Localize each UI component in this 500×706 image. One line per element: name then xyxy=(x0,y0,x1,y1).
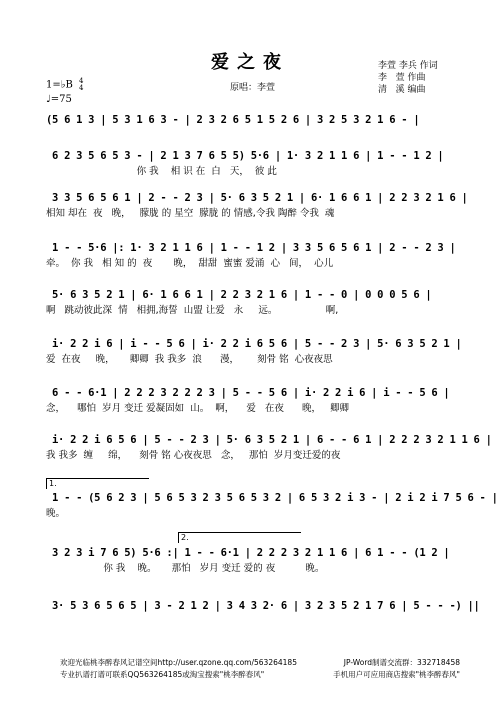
system-8 xyxy=(46,432,492,463)
footer-mobile: 手机用户可应用商店搜索"桃李醉春风" xyxy=(333,670,460,679)
credit-composer: 李 萱 作曲 xyxy=(378,73,426,83)
system-5 xyxy=(46,287,456,318)
key-signature: 1=♭B xyxy=(46,79,73,91)
notes-line: 6 - - 6·1 | 2 2 2 3 2 2 2 3 | 5 - - 5 6 | i· 2 2 i 6 | i - - 5 6 | xyxy=(46,387,450,399)
lyrics-line: 啊 跳动彼此深 情 相拥,海誓 山盟 让爱 永 远。 啊, xyxy=(46,305,339,316)
credits xyxy=(378,60,438,96)
lyrics-line: 牵。 你 我 相 知 的 夜 晚， 甜甜 蜜蜜 爱涌 心 间， 心儿 xyxy=(46,258,334,269)
footer-website: 欢迎光临桃李醉春风记谱空间http://user.qzone.qq.com/563264185 xyxy=(60,658,297,667)
original-singer: 原唱：李萱 xyxy=(230,83,276,93)
system-6 xyxy=(46,336,462,367)
tempo-marking: ♩=75 xyxy=(46,93,72,105)
lyrics-line: 你 我 晚。 那怕 岁月 变迁 爱的 夜 晚。 xyxy=(46,563,325,574)
system-2 xyxy=(46,148,456,179)
notes-line: (5 6 1 3 | 5 3 1 6 3 - | 2 3 2 6 5 1 5 2 6 | 3 2 5 3 2 1 6 - | xyxy=(46,114,420,126)
notes-line: 3 2 3 i 7 6 5) 5·6 :| 1 - - 6·1 | 2 2 2 3 2 1 1 6 | 6 1 - - (1 2 | xyxy=(46,547,450,559)
notes-line: 3· 5 3 6 5 6 5 | 3 - 2 1 2 | 3 4 3 2· 6 | 3 2 3 5 2 1 7 6 | 5 - - -) || xyxy=(46,600,480,612)
lyrics-line xyxy=(46,129,456,143)
lyrics-line xyxy=(46,615,456,629)
lyrics-line: 你 我 相 识 在 白 天， 彼 此 xyxy=(46,166,277,177)
time-signature: 4 4 xyxy=(79,77,84,92)
notes-line: 1 - - 5·6 |: 1· 3 2 1 1 6 | 1 - - 1 2 | 3 3 5 6 5 6 1 | 2 - - 2 3 | xyxy=(46,242,456,254)
credit-lyrics: 李萱 李兵 作词 xyxy=(378,61,438,71)
lyrics-line: 爱 在夜 晚， 卿卿 我 我多 浪 漫， 刻骨 铭 心夜夜思 xyxy=(46,354,333,365)
system-3 xyxy=(46,190,468,221)
lyrics-line: 相知 却在 夜 晚， 朦胧 的 星空 朦胧 的 情感,令我 陶醉 令我 魂 xyxy=(46,208,335,219)
system-9 xyxy=(46,490,498,521)
system-11 xyxy=(46,598,480,629)
footer-contact: 专业扒谱打谱可联系QQ563264185或淘宝搜索"桃李醉春风" xyxy=(60,670,265,679)
lyrics-line: 念， 哪怕 岁月 变迁 爱凝固如 山。 啊， 爱 在夜 晚， 卿卿 xyxy=(46,403,350,414)
volta-2: 2. xyxy=(178,532,301,543)
notes-line: 1 - - (5 6 2 3 | 5 6 5 3 2 3 5 6 5 3 2 | 6 5 3 2 i 3 - | 2 i 2 i 7 5 6 - | xyxy=(46,492,498,504)
lyrics-line: 晚。 xyxy=(46,508,66,519)
system-10 xyxy=(46,545,456,576)
notes-line: i· 2 2 i 6 | i - - 5 6 | i· 2 2 i 6 5 6 | 5 - - 2 3 | 5· 6 3 5 2 1 | xyxy=(46,338,462,350)
song-title: 爱之夜 xyxy=(211,52,289,73)
system-7 xyxy=(46,385,456,416)
credit-arranger: 清 溪 编曲 xyxy=(378,85,426,95)
notes-line: i· 2 2 i 6 5 6 | 5 - - 2 3 | 5· 6 3 5 2 1 | 6 - - 6 1 | 2 2 2 3 2 1 1 6 | xyxy=(46,434,492,446)
system-1 xyxy=(46,112,456,143)
lyrics-line: 我 我多 缠 绵， 刻骨 铭 心夜夜思 念， 那怕 岁月变迁爱的夜 xyxy=(46,450,341,461)
score-meta xyxy=(46,78,83,107)
notes-line: 6 2 3 5 6 5 3 - | 2 1 3 7 6 5 5) 5·6 | 1· 3 2 1 1 6 | 1 - - 1 2 | xyxy=(46,150,444,162)
footer xyxy=(60,657,460,681)
notes-line: 3 3 5 6 5 6 1 | 2 - - 2 3 | 5· 6 3 5 2 1 | 6· 1 6 6 1 | 2 2 3 2 1 6 | xyxy=(46,192,468,204)
volta-1: 1. xyxy=(46,478,149,489)
footer-group: JP-Word制谱交流群：332718458 xyxy=(343,658,460,667)
system-4 xyxy=(46,240,456,271)
notes-line: 5· 6 3 5 2 1 | 6· 1 6 6 1 | 2 2 3 2 1 6 | 1 - - 0 | 0 0 0 5 6 | xyxy=(46,289,432,301)
